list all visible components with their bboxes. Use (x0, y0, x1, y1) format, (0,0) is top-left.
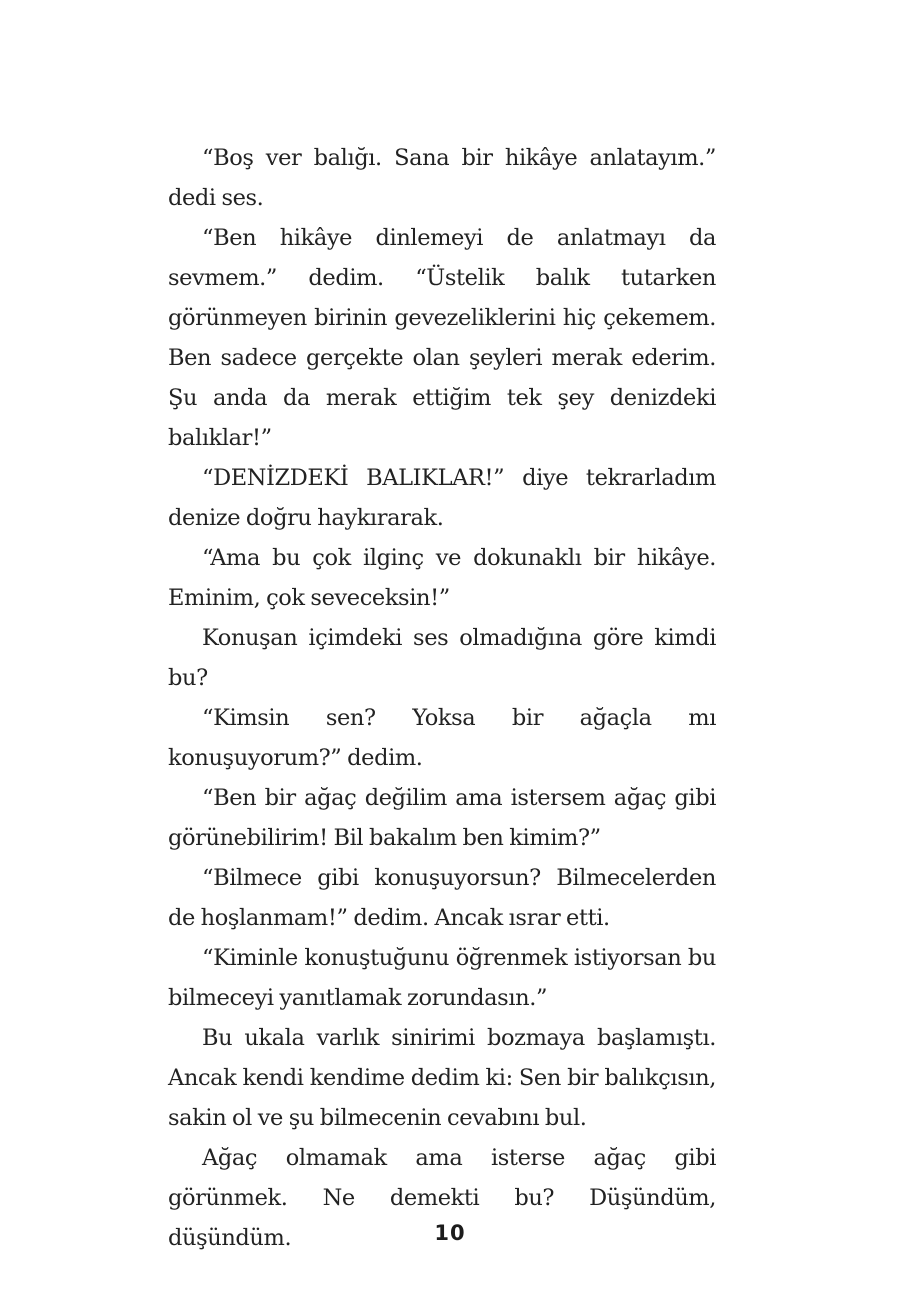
paragraph: Konuşan içimdeki ses olmadığına göre kimdi bu? (168, 625, 716, 691)
paragraph: “Ama bu çok ilginç ve dokunaklı bir hikâye. Eminim, çok seveceksin!” (168, 545, 716, 611)
paragraph: “Ben hikâye dinlemeyi de anlatmayı da sevmem.” dedim. “Üstelik balık tutarken görünmeyen birinin gevezeliklerini hiç çekemem. Ben sadece gerçekte olan şeyleri merak ederim. Şu anda da merak ettiğim tek şey denizdeki balıklar!” (168, 225, 716, 451)
page-number: 10 (434, 1221, 466, 1245)
paragraph: “Ben bir ağaç değilim ama istersem ağaç gibi görünebilirim! Bil bakalım ben kimim?” (168, 785, 716, 851)
paragraph: “Bilmece gibi konuşuyorsun? Bilmecelerden de hoşlanmam!” dedim. Ancak ısrar etti. (168, 865, 716, 931)
body-text (168, 138, 716, 1258)
paragraph: “DENİZDEKİ BALIKLAR!” diye tekrarladım denize doğru haykırarak. (168, 465, 716, 531)
paragraph: “Boş ver balığı. Sana bir hikâye anlatayım.” dedi ses. (168, 145, 716, 211)
paragraph: Bu ukala varlık sinirimi bozmaya başlamıştı. Ancak kendi kendime dedim ki: Sen bir balıkçısın, sakin ol ve şu bilmecenin cevabını bul. (168, 1025, 716, 1131)
paragraph: “Kiminle konuştuğunu öğrenmek istiyorsan bu bilmeceyi yanıtlamak zorundasın.” (168, 945, 716, 1011)
paragraph: “Kimsin sen? Yoksa bir ağaçla mı konuşuyorum?” dedim. (168, 705, 716, 771)
paragraph: Ağaç olmamak ama isterse ağaç gibi görünmek. Ne demekti bu? Düşündüm, düşündüm. (168, 1145, 716, 1251)
